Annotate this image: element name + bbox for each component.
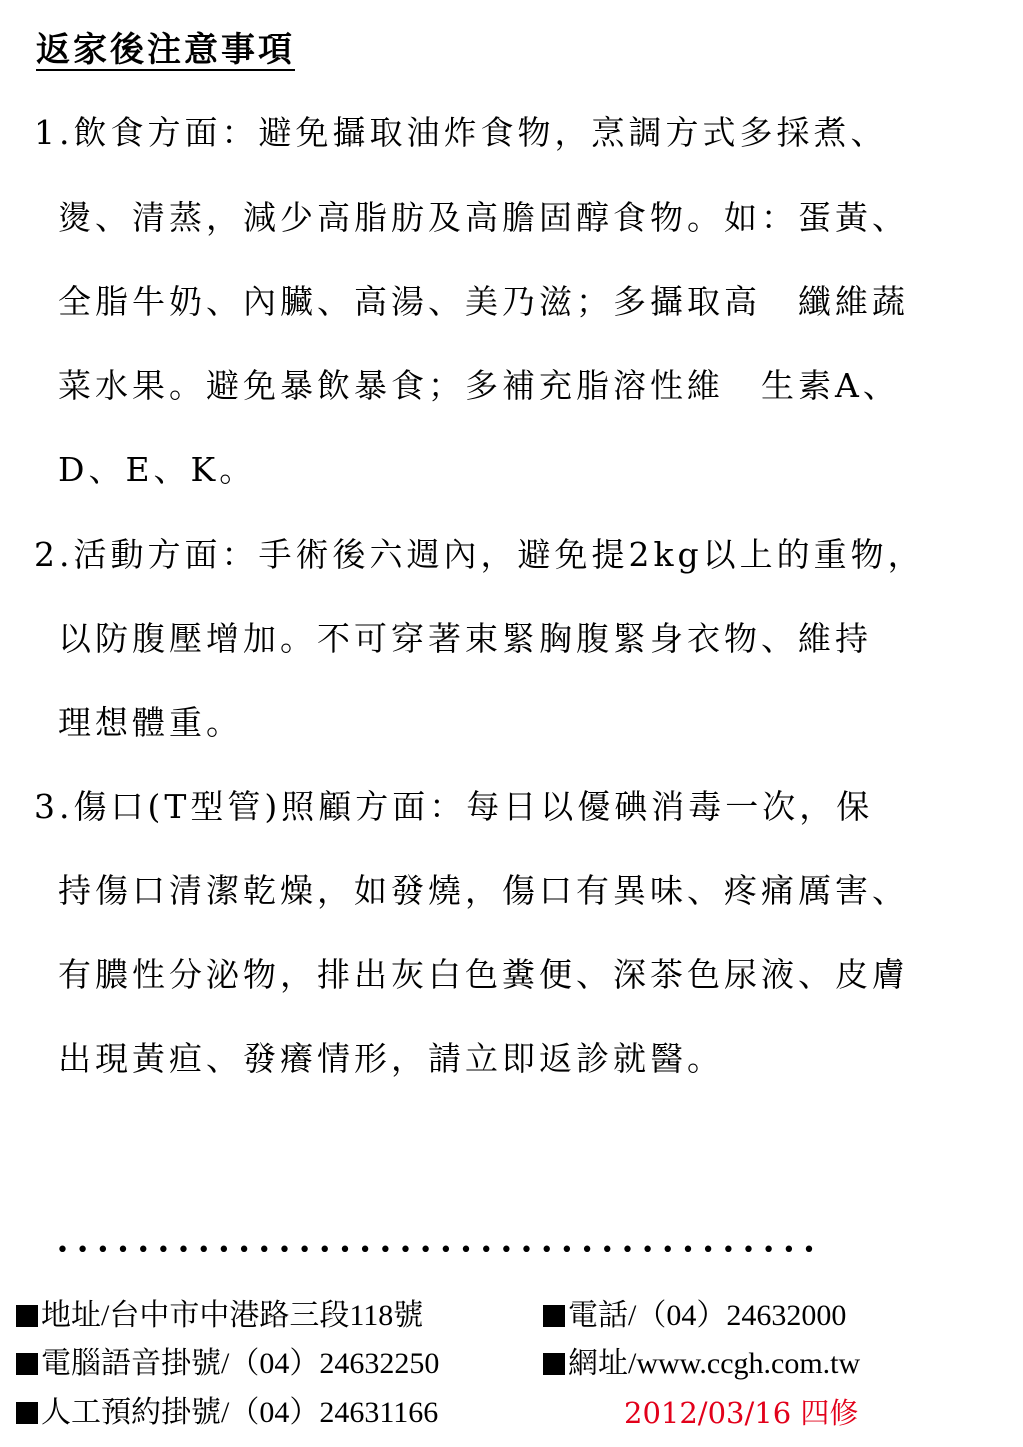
item-2-line-2: 以防腹壓增加。不可穿著束緊胸腹緊身衣物、維持: [58, 619, 872, 658]
item-1-line-2: 燙、清蒸，減少高脂肪及高膽固醇食物。如：蛋黃、: [58, 198, 909, 237]
website-link[interactable]: 網址/www.ccgh.com.tw: [568, 1347, 861, 1380]
footer-manual-registration: [16, 1395, 438, 1431]
footer-website: [543, 1346, 860, 1382]
dotted-divider: ••••••••••••••••••••••••••••••••••••••: [56, 1238, 823, 1263]
revision-date: 2012/03/16 四修: [624, 1396, 859, 1430]
square-bullet-icon: [16, 1353, 38, 1375]
manual-registration-text: 人工預約掛號/（04）24631166: [41, 1396, 439, 1429]
square-bullet-icon: [16, 1402, 38, 1424]
phone-text: 電話/（04）24632000: [568, 1299, 847, 1332]
item-3-line-1: 3.傷口(T型管)照顧方面：每日以優碘消毒一次，保: [34, 787, 874, 826]
item-2-line-3: 理想體重。: [58, 703, 243, 742]
item-1-line-5: D、E、K。: [58, 450, 257, 489]
footer-address: [16, 1298, 423, 1334]
item-1-line-3: 全脂牛奶、內臟、高湯、美乃滋；多攝取高 纖維蔬: [58, 282, 909, 321]
item-3-line-4: 出現黃疸、發癢情形，請立即返診就醫。: [58, 1039, 724, 1078]
address-text: 地址/台中市中港路三段118號: [41, 1299, 424, 1332]
square-bullet-icon: [543, 1353, 565, 1375]
page-title: 返家後注意事項: [36, 30, 295, 70]
item-1-line-4: 菜水果。避免暴飲暴食；多補充脂溶性維 生素A、: [58, 366, 900, 405]
footer-phone: [543, 1298, 846, 1334]
square-bullet-icon: [16, 1305, 38, 1327]
voice-registration-text: 電腦語音掛號/（04）24632250: [41, 1347, 440, 1380]
item-1-line-1: 1.飲食方面：避免攝取油炸食物，烹調方式多採煮、: [34, 113, 888, 152]
item-3-line-2: 持傷口清潔乾燥，如發燒，傷口有異味、疼痛厲害、: [58, 871, 909, 910]
item-3-line-3: 有膿性分泌物，排出灰白色糞便、深茶色尿液、皮膚: [58, 955, 909, 994]
footer-voice-registration: [16, 1346, 439, 1382]
item-2-line-1: 2.活動方面：手術後六週內，避免提2kg以上的重物，: [34, 535, 925, 574]
square-bullet-icon: [543, 1305, 565, 1327]
